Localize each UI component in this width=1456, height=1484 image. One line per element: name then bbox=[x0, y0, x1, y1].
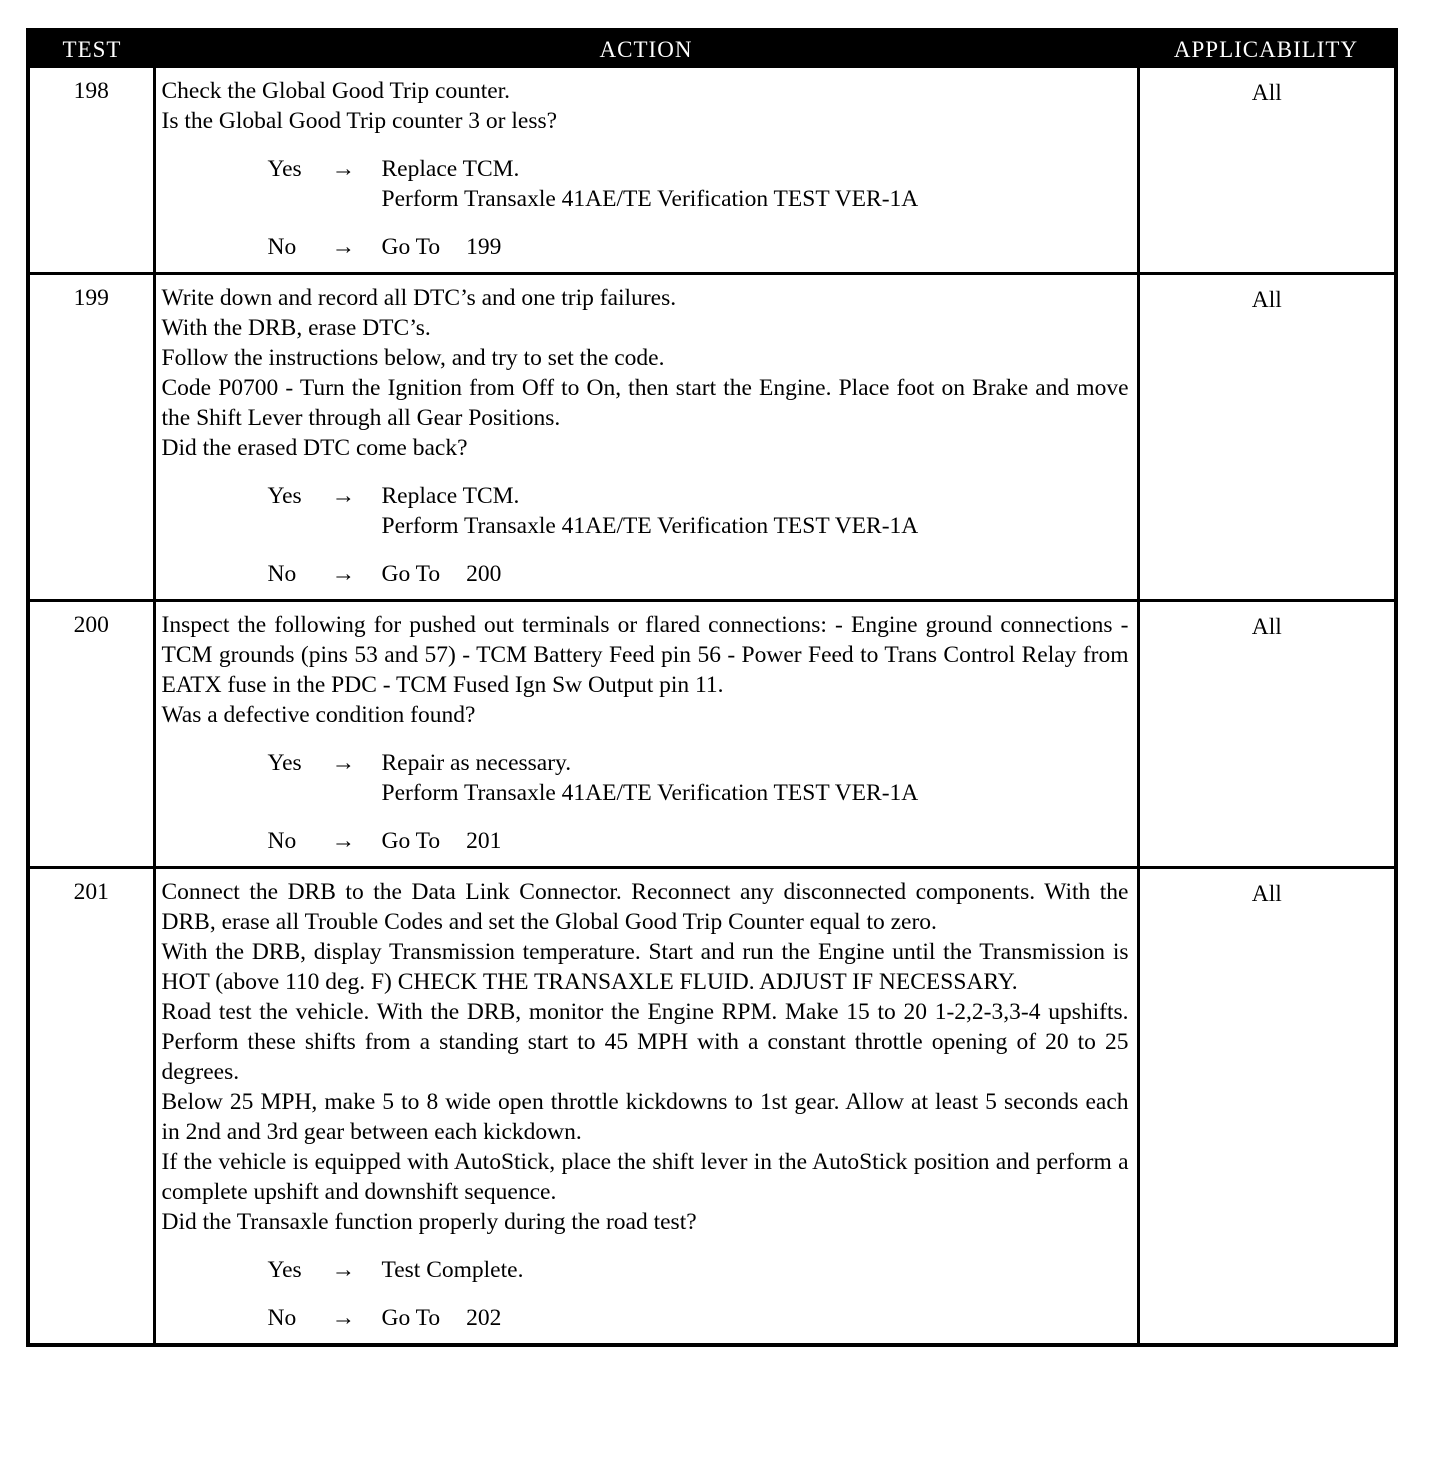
table-header bbox=[30, 32, 1394, 68]
test-number: 198 bbox=[30, 68, 154, 274]
action-instructions bbox=[162, 76, 1129, 136]
instruction-paragraph: With the DRB, erase DTC’s. bbox=[161, 315, 431, 341]
arrow-icon: → bbox=[331, 828, 355, 854]
yes-result-line: Replace TCM. bbox=[381, 483, 520, 509]
table-body bbox=[30, 68, 1394, 1343]
goto-target-test: 200 bbox=[466, 561, 502, 587]
yes-result-line: Replace TCM. bbox=[381, 156, 520, 182]
goto-target-test: 199 bbox=[466, 234, 502, 260]
diagnostic-table-frame bbox=[26, 28, 1398, 1347]
no-result bbox=[382, 559, 1129, 589]
action-cell bbox=[154, 868, 1138, 1344]
header-action: ACTION bbox=[154, 32, 1138, 68]
arrow-icon: → bbox=[331, 1257, 355, 1283]
applicability: All bbox=[1138, 274, 1394, 601]
action-cell bbox=[154, 274, 1138, 601]
action-instructions bbox=[162, 283, 1129, 463]
test-number: 199 bbox=[30, 274, 154, 601]
applicability: All bbox=[1138, 868, 1394, 1344]
yes-branch bbox=[268, 154, 1129, 214]
arrow-icon: → bbox=[331, 1305, 355, 1331]
yes-label: Yes bbox=[267, 1257, 302, 1283]
header-row bbox=[30, 32, 1394, 68]
arrow-icon: → bbox=[331, 234, 355, 260]
no-label: No bbox=[267, 234, 297, 260]
outcome-branches bbox=[268, 154, 1129, 262]
outcome-branches bbox=[268, 748, 1129, 856]
no-result bbox=[382, 1303, 1129, 1333]
header-test: TEST bbox=[30, 32, 154, 68]
table-row bbox=[30, 601, 1394, 868]
yes-result bbox=[382, 481, 1129, 541]
no-label: No bbox=[267, 561, 297, 587]
arrow-icon: → bbox=[331, 561, 355, 587]
instruction-paragraph: Inspect the following for pushed out terminals or flared connections: - Engine ground connections - TCM grounds (pins 53 and 57) - TCM Battery Feed pin 56 - Power Feed to Trans Control Relay from EATX fuse in the PDC - TCM Fused Ign Sw Output pin 11. bbox=[161, 612, 1129, 698]
yes-branch bbox=[268, 1255, 1129, 1285]
no-label: No bbox=[267, 1305, 297, 1331]
yes-branch bbox=[268, 481, 1129, 541]
yes-result bbox=[382, 748, 1129, 808]
applicability: All bbox=[1138, 68, 1394, 274]
table-row bbox=[30, 68, 1394, 274]
no-branch bbox=[268, 232, 1129, 262]
yes-label: Yes bbox=[267, 483, 302, 509]
table-row bbox=[30, 868, 1394, 1344]
outcome-branches bbox=[268, 1255, 1129, 1333]
test-number: 201 bbox=[30, 868, 154, 1344]
goto-text: Go To bbox=[381, 828, 441, 854]
diagnostic-test-table bbox=[30, 32, 1394, 1343]
yes-result-line: Perform Transaxle 41AE/TE Verification TEST VER-1A bbox=[381, 513, 919, 539]
instruction-paragraph: Connect the DRB to the Data Link Connector. Reconnect any disconnected components. With the DRB, erase all Trouble Codes and set the Global Good Trip Counter equal to zero. bbox=[161, 879, 1129, 935]
no-branch bbox=[268, 1303, 1129, 1333]
arrow-icon: → bbox=[331, 483, 355, 509]
action-cell bbox=[154, 68, 1138, 274]
yes-label: Yes bbox=[267, 750, 302, 776]
yes-branch bbox=[268, 748, 1129, 808]
goto-text: Go To bbox=[381, 234, 441, 260]
no-result bbox=[382, 232, 1129, 262]
yes-result-line: Perform Transaxle 41AE/TE Verification TEST VER-1A bbox=[381, 780, 919, 806]
instruction-paragraph: Code P0700 - Turn the Ignition from Off to On, then start the Engine. Place foot on Brake and move the Shift Lever through all Gear Positions. bbox=[161, 375, 1129, 431]
goto-text: Go To bbox=[381, 561, 441, 587]
action-cell bbox=[154, 601, 1138, 868]
instruction-paragraph: Did the Transaxle function properly during the road test? bbox=[161, 1209, 697, 1235]
outcome-branches bbox=[268, 481, 1129, 589]
test-number: 200 bbox=[30, 601, 154, 868]
header-applicability: APPLICABILITY bbox=[1138, 32, 1394, 68]
action-instructions bbox=[162, 610, 1129, 730]
instruction-paragraph: Road test the vehicle. With the DRB, monitor the Engine RPM. Make 15 to 20 1-2,2-3,3-4 upshifts. Perform these shifts from a standing start to 45 MPH with a constant throttle opening of 20 to 25 degrees. bbox=[161, 999, 1129, 1085]
instruction-paragraph: Below 25 MPH, make 5 to 8 wide open throttle kickdowns to 1st gear. Allow at least 5 seconds each in 2nd and 3rd gear between each kickdown. bbox=[161, 1089, 1129, 1145]
instruction-paragraph: Was a defective condition found? bbox=[161, 702, 476, 728]
arrow-icon: → bbox=[331, 156, 355, 182]
instruction-paragraph: Follow the instructions below, and try to set the code. bbox=[161, 345, 665, 371]
table-row bbox=[30, 274, 1394, 601]
instruction-paragraph: If the vehicle is equipped with AutoStick, place the shift lever in the AutoStick position and perform a complete upshift and downshift sequence. bbox=[161, 1149, 1129, 1205]
action-instructions bbox=[162, 877, 1129, 1237]
arrow-icon: → bbox=[331, 750, 355, 776]
no-branch bbox=[268, 559, 1129, 589]
yes-result-line: Repair as necessary. bbox=[381, 750, 572, 776]
yes-result bbox=[382, 154, 1129, 214]
applicability: All bbox=[1138, 601, 1394, 868]
instruction-paragraph: Did the erased DTC come back? bbox=[161, 435, 468, 461]
no-label: No bbox=[267, 828, 297, 854]
instruction-paragraph: Check the Global Good Trip counter. bbox=[161, 78, 511, 104]
goto-target-test: 201 bbox=[466, 828, 502, 854]
yes-result-line: Perform Transaxle 41AE/TE Verification TEST VER-1A bbox=[381, 186, 919, 212]
no-result bbox=[382, 826, 1129, 856]
goto-target-test: 202 bbox=[466, 1305, 502, 1331]
instruction-paragraph: Write down and record all DTC’s and one trip failures. bbox=[161, 285, 677, 311]
yes-result bbox=[382, 1255, 1129, 1285]
goto-text: Go To bbox=[381, 1305, 441, 1331]
yes-result-line: Test Complete. bbox=[381, 1257, 524, 1283]
yes-label: Yes bbox=[267, 156, 302, 182]
instruction-paragraph: With the DRB, display Transmission temperature. Start and run the Engine until the Transmission is HOT (above 110 deg. F) CHECK THE TRANSAXLE FLUID. ADJUST IF NECESSARY. bbox=[161, 939, 1129, 995]
no-branch bbox=[268, 826, 1129, 856]
instruction-paragraph: Is the Global Good Trip counter 3 or less? bbox=[161, 108, 558, 134]
